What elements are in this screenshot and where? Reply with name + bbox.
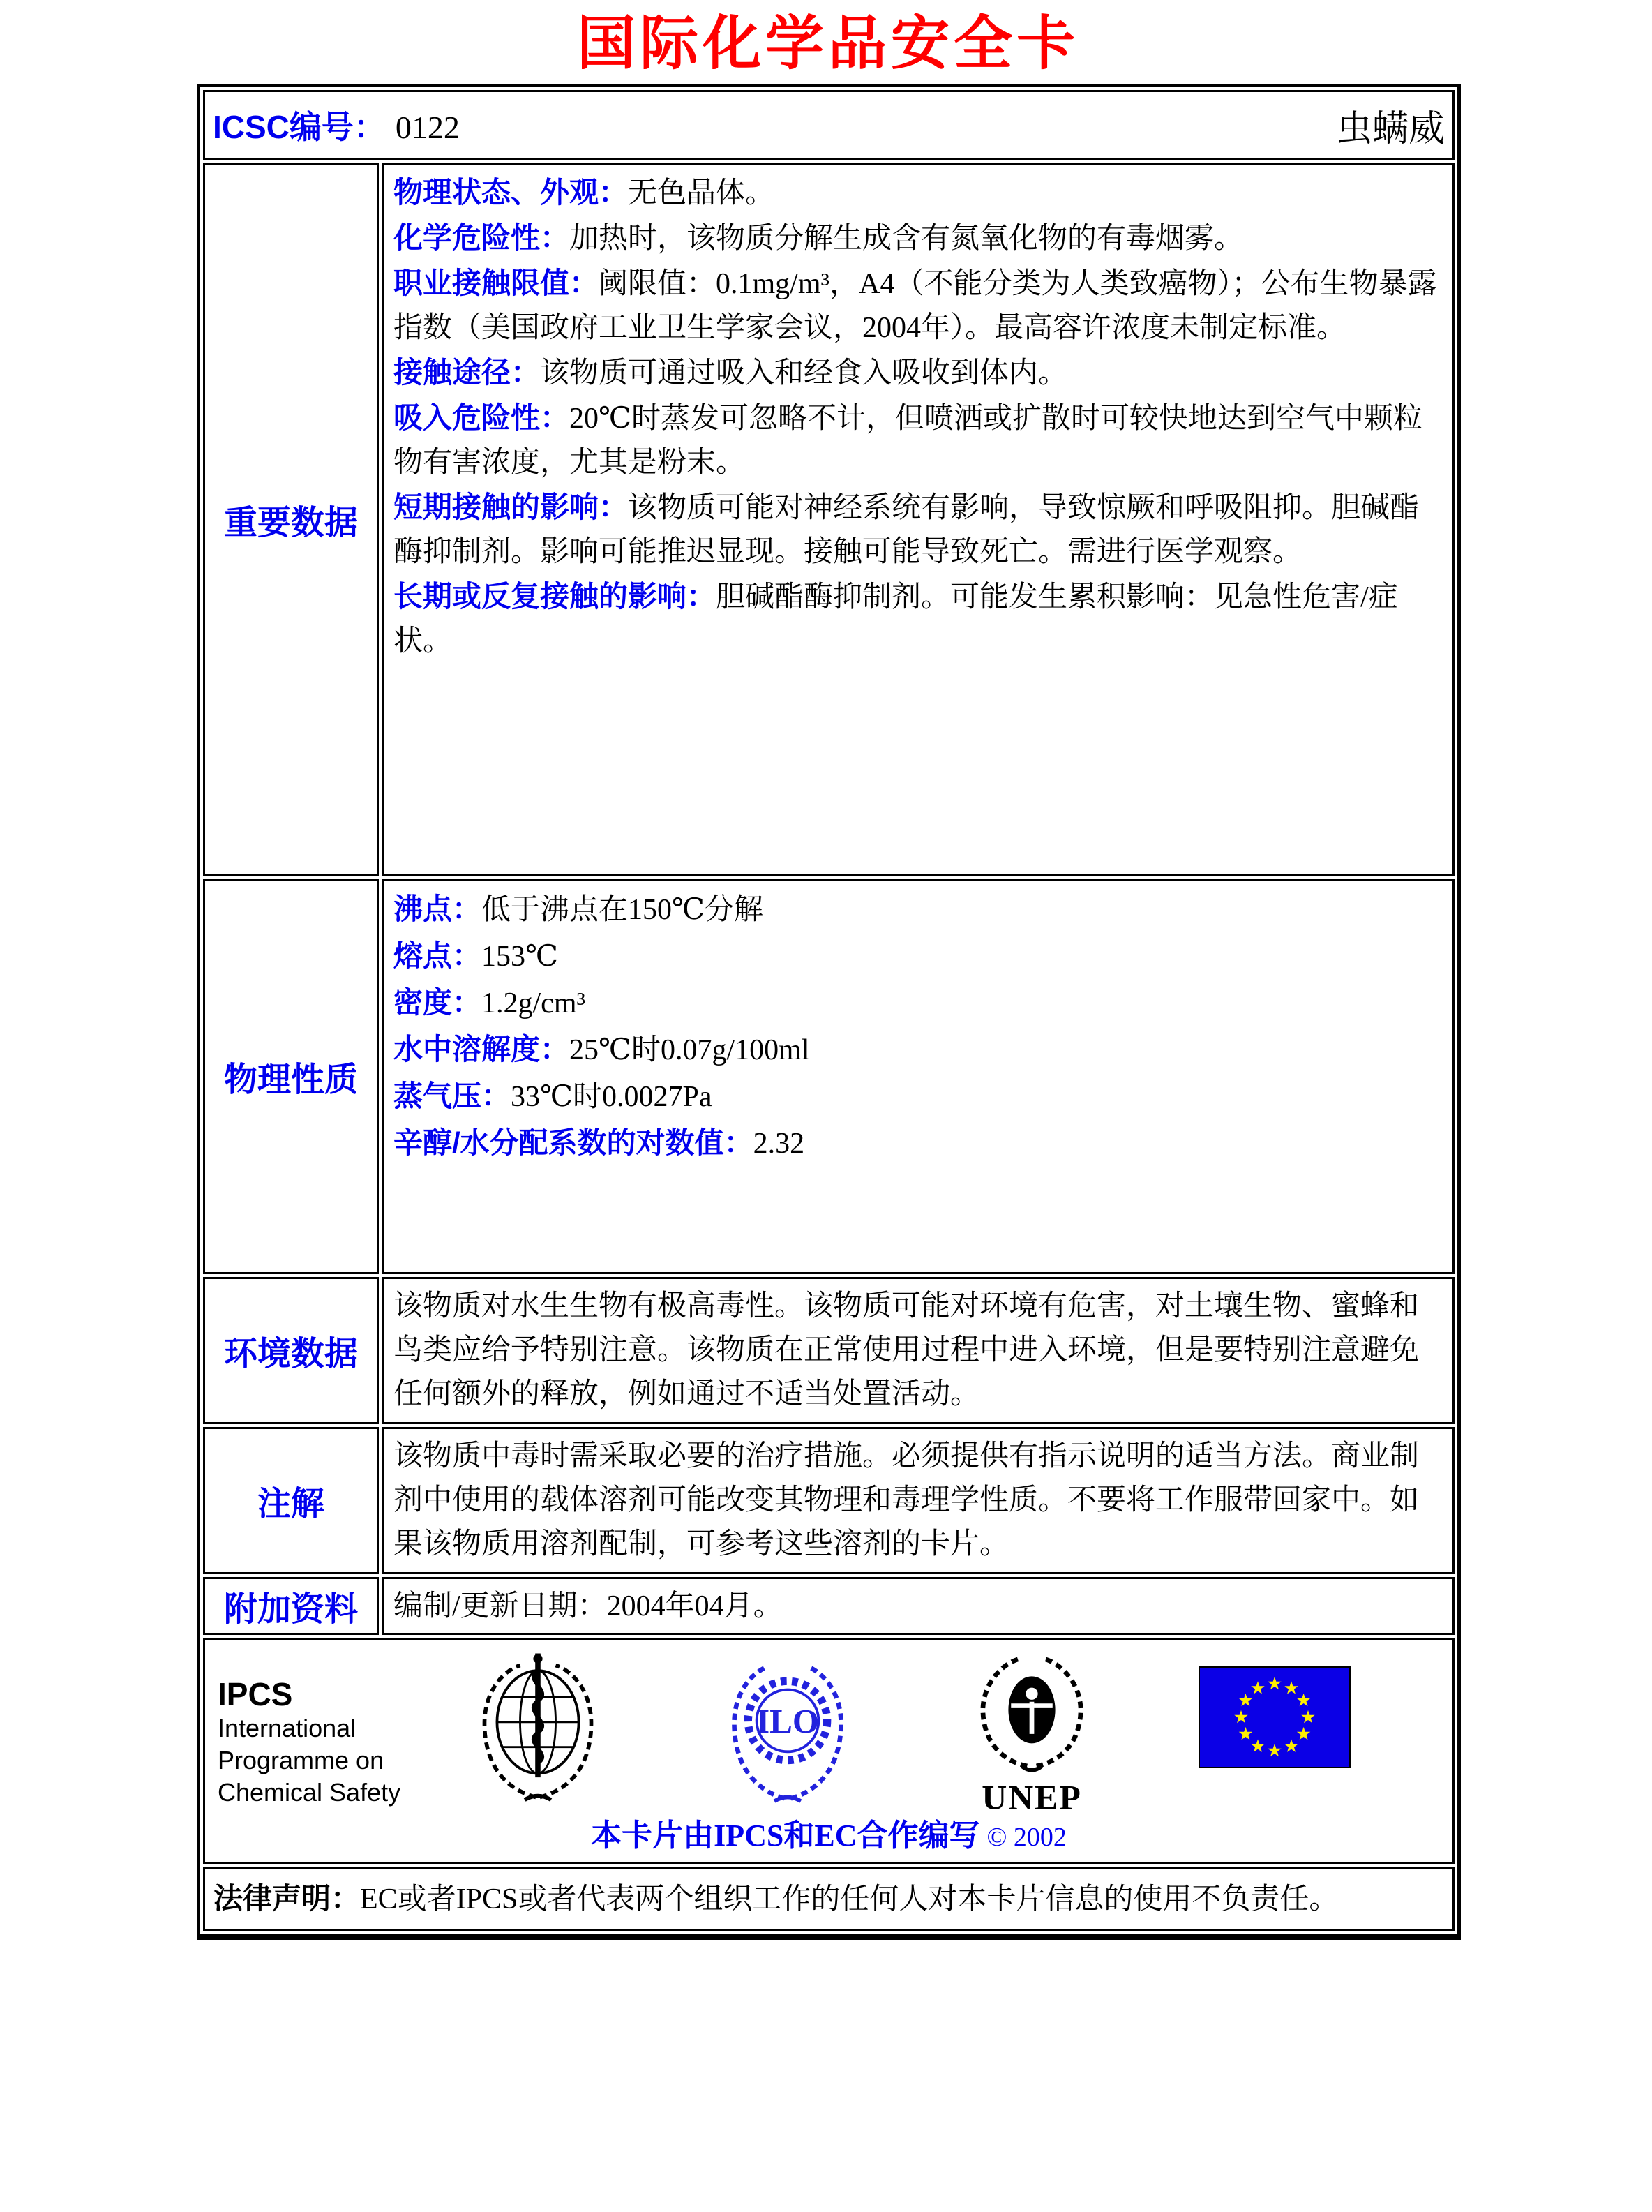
field-row [393, 886, 1443, 933]
field-label: 吸入危险性： [393, 401, 570, 435]
field-value: 无色晶体。 [628, 177, 775, 210]
header-cell [203, 90, 1455, 160]
ipcs-title: IPCS [218, 1676, 293, 1713]
logo-band [215, 1648, 1443, 1816]
field-value: 该物质可能对神经系统有影响，导致惊厥和呼吸阻抑。胆碱酯酶抑制剂。影响可能推迟显现。接触可能导致死亡。需进行医学观察。 [393, 492, 1420, 569]
notes-row [203, 1427, 1455, 1574]
ipcs-subtitle-line1: International [218, 1714, 356, 1743]
logos-cell [203, 1638, 1455, 1864]
icsc-number-value: 0122 [395, 110, 460, 146]
legal-notice-text: EC或者IPCS或者代表两个组织工作的任何人对本卡片信息的使用不负责任。 [360, 1883, 1339, 1916]
unep-logo-text: UNEP [982, 1778, 1082, 1816]
icsc-number-group [213, 102, 460, 148]
field-value: 阈限值：0.1mg/m³，A4（不能分类为人类致癌物）；公布生物暴露指数（美国政府工业卫生学家会议，2004年）。最高容许浓度未制定标准。 [393, 268, 1437, 345]
field-row [393, 170, 1443, 216]
ilo-logo-icon [721, 1648, 854, 1803]
physical-properties-list [393, 886, 1443, 1167]
eu-flag-icon [1199, 1666, 1351, 1768]
field-label: 辛醇/水分配系数的对数值： [393, 1126, 753, 1160]
field-label: 熔点： [393, 939, 482, 973]
important-data-list [393, 170, 1443, 664]
row-label-additional-info: 附加资料 [203, 1577, 379, 1635]
additional-info-content: 编制/更新日期：2004年04月。 [382, 1577, 1455, 1635]
ipcs-subtitle-line2: Programme on [218, 1746, 384, 1775]
field-value: 低于沸点在150℃分解 [481, 894, 763, 927]
physical-properties-content [382, 879, 1455, 1274]
row-label-physical-properties: 物理性质 [203, 879, 379, 1274]
legal-notice-cell [203, 1867, 1455, 1931]
ipcs-text-block [218, 1676, 400, 1809]
row-label-important-data: 重要数据 [203, 163, 379, 876]
field-label: 物理状态、外观： [393, 176, 629, 209]
icsc-number-label: ICSC编号： [213, 109, 386, 146]
row-label-notes: 注解 [203, 1427, 379, 1574]
field-label: 化学危险性： [393, 221, 570, 255]
field-value: 25℃时0.07g/100ml [569, 1034, 810, 1067]
field-label: 短期接触的影响： [393, 491, 629, 524]
field-value: 20℃时蒸发可忽略不计，但喷洒或扩散时可较快地达到空气中颗粒物有害浓度，尤其是粉末。 [393, 403, 1423, 479]
field-label: 蒸气压： [393, 1079, 511, 1113]
header-row [203, 90, 1455, 160]
ilo-logo-text: ILO [756, 1702, 820, 1741]
page-title: 国际化学品安全卡 [576, 10, 1079, 76]
caption-text: 本卡片由IPCS和EC合作编写 [591, 1818, 980, 1853]
field-label: 沸点： [393, 892, 482, 926]
field-row [393, 485, 1443, 574]
field-value: 33℃时0.0027Pa [511, 1081, 712, 1114]
environmental-data-content: 该物质对水生生物有极高毒性。该物质可能对环境有危害，对土壤生物、蜜蜂和鸟类应给予特别注意。该物质在正常使用过程中进入环境，但是要特别注意避免任何额外的释放，例如通过不适当处置活动。 [382, 1277, 1455, 1424]
field-label: 水中溶解度： [393, 1033, 570, 1066]
physical-properties-row [203, 879, 1455, 1274]
field-value: 该物质可通过吸入和经食入吸收到体内。 [540, 357, 1068, 390]
field-label: 接触途径： [393, 356, 541, 389]
unep-logo-icon [966, 1648, 1098, 1816]
field-value: 胆碱酯酶抑制剂。可能发生累积影响：见急性危害/症状。 [393, 581, 1398, 658]
field-row [393, 350, 1443, 396]
field-label: 密度： [393, 986, 482, 1019]
notes-content: 该物质中毒时需采取必要的治疗措施。必须提供有指示说明的适当方法。商业制剂中使用的载体溶剂可能改变其物理和毒理学性质。不要将工作服带回家中。如果该物质用溶剂配制，可参考这些溶剂的卡片。 [382, 1427, 1455, 1574]
chemical-name: 虫螨威 [1335, 109, 1445, 149]
legal-notice-row [203, 1867, 1455, 1931]
who-logo-icon [472, 1648, 604, 1803]
environmental-data-row [203, 1277, 1455, 1424]
field-row [393, 980, 1443, 1026]
field-label: 职业接触限值： [393, 267, 599, 300]
field-value: 2.32 [753, 1128, 805, 1160]
field-row [393, 261, 1443, 350]
row-label-environmental-data: 环境数据 [203, 1277, 379, 1424]
field-row [393, 216, 1443, 261]
important-data-row [203, 163, 1455, 876]
field-row [393, 396, 1443, 485]
important-data-content [382, 163, 1455, 876]
logos-row [203, 1638, 1455, 1864]
icsc-card-table [197, 84, 1461, 1940]
field-value: 1.2g/cm³ [481, 987, 586, 1020]
field-row [393, 1026, 1443, 1073]
field-row [393, 933, 1443, 980]
field-label: 长期或反复接触的影响： [393, 580, 716, 613]
legal-notice-label: 法律声明： [213, 1882, 361, 1915]
field-row [393, 574, 1443, 664]
copyright-text: © 2002 [986, 1823, 1067, 1853]
additional-info-row [203, 1577, 1455, 1635]
ipcs-subtitle-line3: Chemical Safety [218, 1778, 401, 1807]
field-value: 153℃ [481, 941, 558, 973]
card-caption [215, 1810, 1443, 1855]
field-row [393, 1073, 1443, 1120]
field-row [393, 1120, 1443, 1167]
field-value: 加热时，该物质分解生成含有氮氧化物的有毒烟雾。 [569, 223, 1244, 255]
